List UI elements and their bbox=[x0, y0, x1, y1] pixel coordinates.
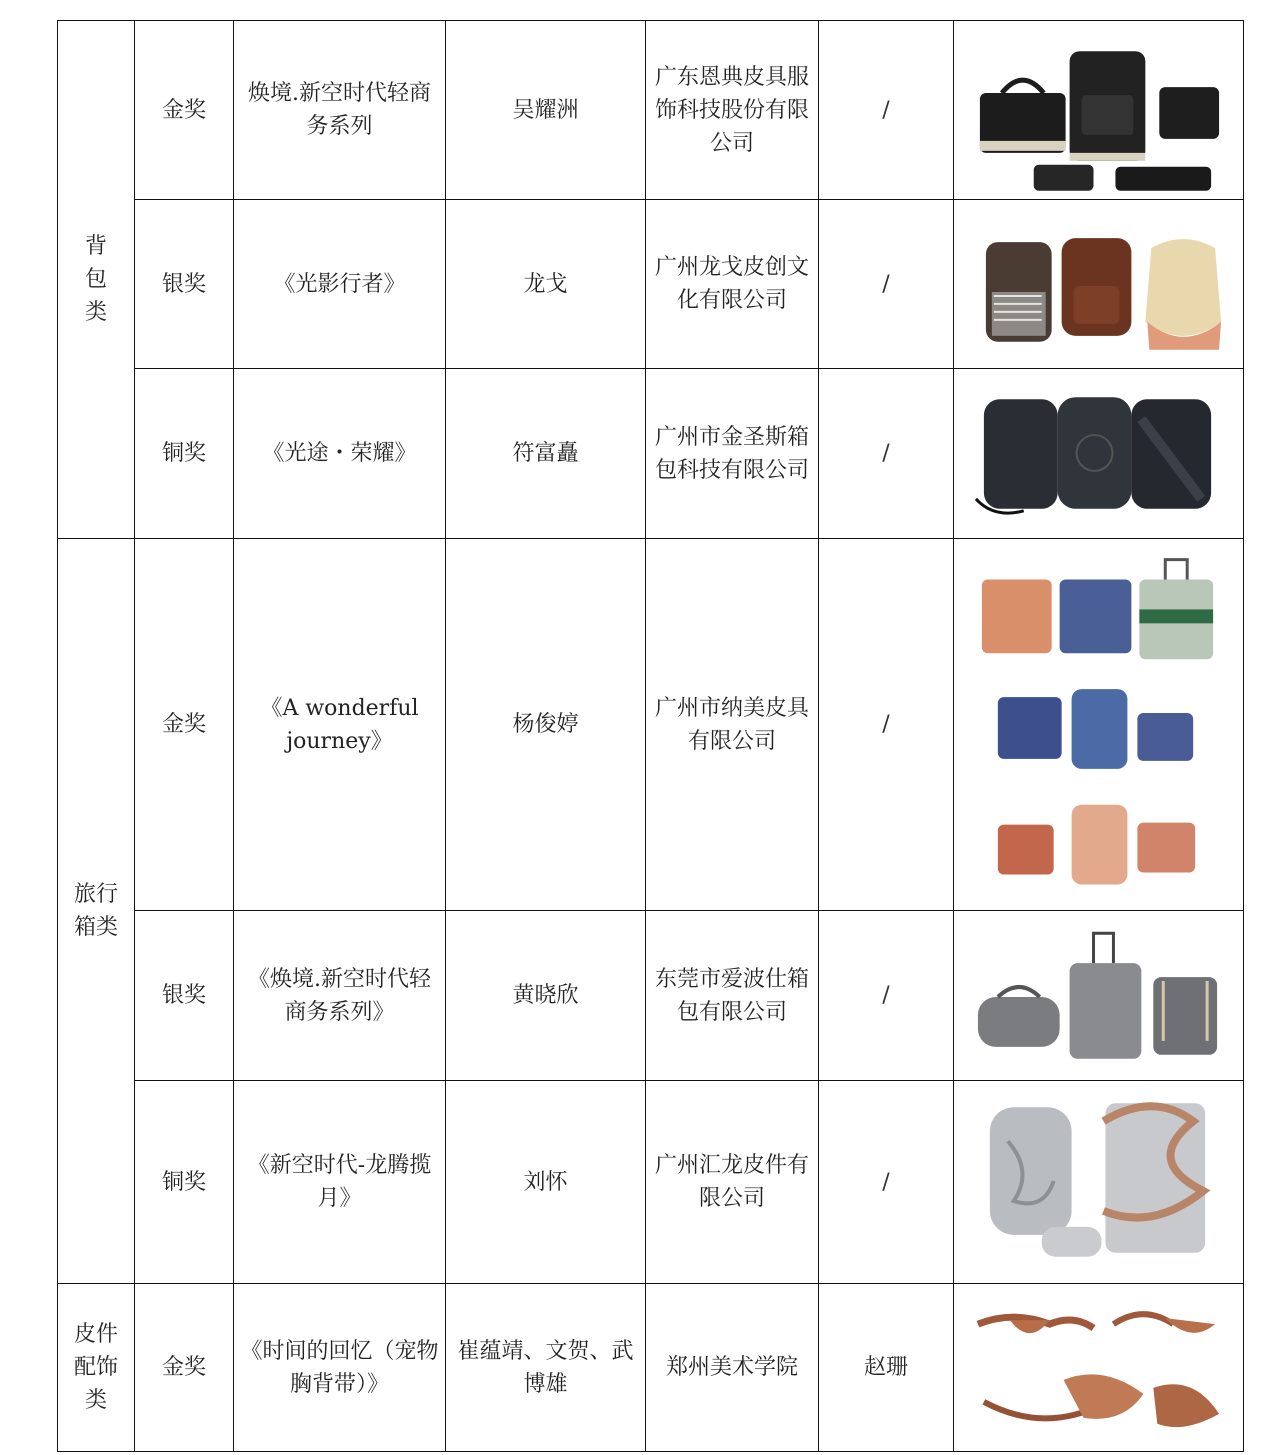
awards-table bbox=[57, 20, 1244, 1452]
company-cell: 郑州美术学院 bbox=[646, 1284, 819, 1452]
work-title-cell: 《新空时代-龙腾揽月》 bbox=[234, 1081, 446, 1284]
table-row bbox=[58, 539, 1244, 911]
designer-cell: 黄晓欣 bbox=[446, 911, 646, 1081]
advisor-cell: / bbox=[819, 21, 954, 200]
advisor-cell: / bbox=[819, 200, 954, 369]
product-image-cell bbox=[954, 21, 1244, 200]
category-cell-luggage: 旅行箱类 bbox=[58, 539, 135, 1284]
product-photo-black-business-bags bbox=[954, 21, 1243, 199]
award-cell: 金奖 bbox=[135, 539, 234, 911]
award-cell: 银奖 bbox=[135, 200, 234, 369]
product-image-cell bbox=[954, 1284, 1244, 1452]
company-cell: 东莞市爱波仕箱包有限公司 bbox=[646, 911, 819, 1081]
product-photo-silver-dragon-luggage bbox=[954, 1081, 1243, 1283]
work-title-cell: 《光影行者》 bbox=[234, 200, 446, 369]
product-image-cell bbox=[954, 911, 1244, 1081]
product-photo-black-tech-backpacks bbox=[954, 369, 1243, 538]
table-row bbox=[58, 369, 1244, 539]
product-image-cell bbox=[954, 200, 1244, 369]
company-cell: 广州汇龙皮件有限公司 bbox=[646, 1081, 819, 1284]
work-title-cell: 《光途・荣耀》 bbox=[234, 369, 446, 539]
award-cell: 金奖 bbox=[135, 1284, 234, 1452]
table-row bbox=[58, 1284, 1244, 1452]
category-cell-leather-accessories: 皮件配饰类 bbox=[58, 1284, 135, 1452]
designer-cell: 崔蕴靖、文贺、武博雄 bbox=[446, 1284, 646, 1452]
designer-cell: 龙戈 bbox=[446, 200, 646, 369]
work-title-cell: 焕境.新空时代轻商务系列 bbox=[234, 21, 446, 200]
work-title-cell: 《时间的回忆（宠物胸背带）》 bbox=[234, 1284, 446, 1452]
category-cell-backpack: 背包类 bbox=[58, 21, 135, 539]
advisor-cell: 赵珊 bbox=[819, 1284, 954, 1452]
company-cell: 广东恩典皮具服饰科技股份有限公司 bbox=[646, 21, 819, 200]
advisor-cell: / bbox=[819, 369, 954, 539]
work-title-cell: 《焕境.新空时代轻商务系列》 bbox=[234, 911, 446, 1081]
award-cell: 银奖 bbox=[135, 911, 234, 1081]
table-row bbox=[58, 200, 1244, 369]
table-row bbox=[58, 911, 1244, 1081]
product-photo-printed-travel-luggage bbox=[954, 539, 1243, 910]
product-photo-leather-pet-harness bbox=[954, 1284, 1243, 1451]
company-cell: 广州市纳美皮具有限公司 bbox=[646, 539, 819, 911]
award-cell: 金奖 bbox=[135, 21, 234, 200]
company-cell: 广州龙戈皮创文化有限公司 bbox=[646, 200, 819, 369]
product-photo-grey-luggage bbox=[954, 911, 1243, 1080]
designer-cell: 杨俊婷 bbox=[446, 539, 646, 911]
product-image-cell bbox=[954, 539, 1244, 911]
advisor-cell: / bbox=[819, 1081, 954, 1284]
designer-cell: 吴耀洲 bbox=[446, 21, 646, 200]
work-title-cell: 《A wonderful journey》 bbox=[234, 539, 446, 911]
table-row bbox=[58, 1081, 1244, 1284]
product-image-cell bbox=[954, 369, 1244, 539]
company-cell: 广州市金圣斯箱包科技有限公司 bbox=[646, 369, 819, 539]
advisor-cell: / bbox=[819, 539, 954, 911]
product-photo-vintage-backpacks bbox=[954, 200, 1243, 368]
advisor-cell: / bbox=[819, 911, 954, 1081]
product-image-cell bbox=[954, 1081, 1244, 1284]
designer-cell: 符富矗 bbox=[446, 369, 646, 539]
table-row bbox=[58, 21, 1244, 200]
designer-cell: 刘怀 bbox=[446, 1081, 646, 1284]
award-cell: 铜奖 bbox=[135, 1081, 234, 1284]
award-cell: 铜奖 bbox=[135, 369, 234, 539]
